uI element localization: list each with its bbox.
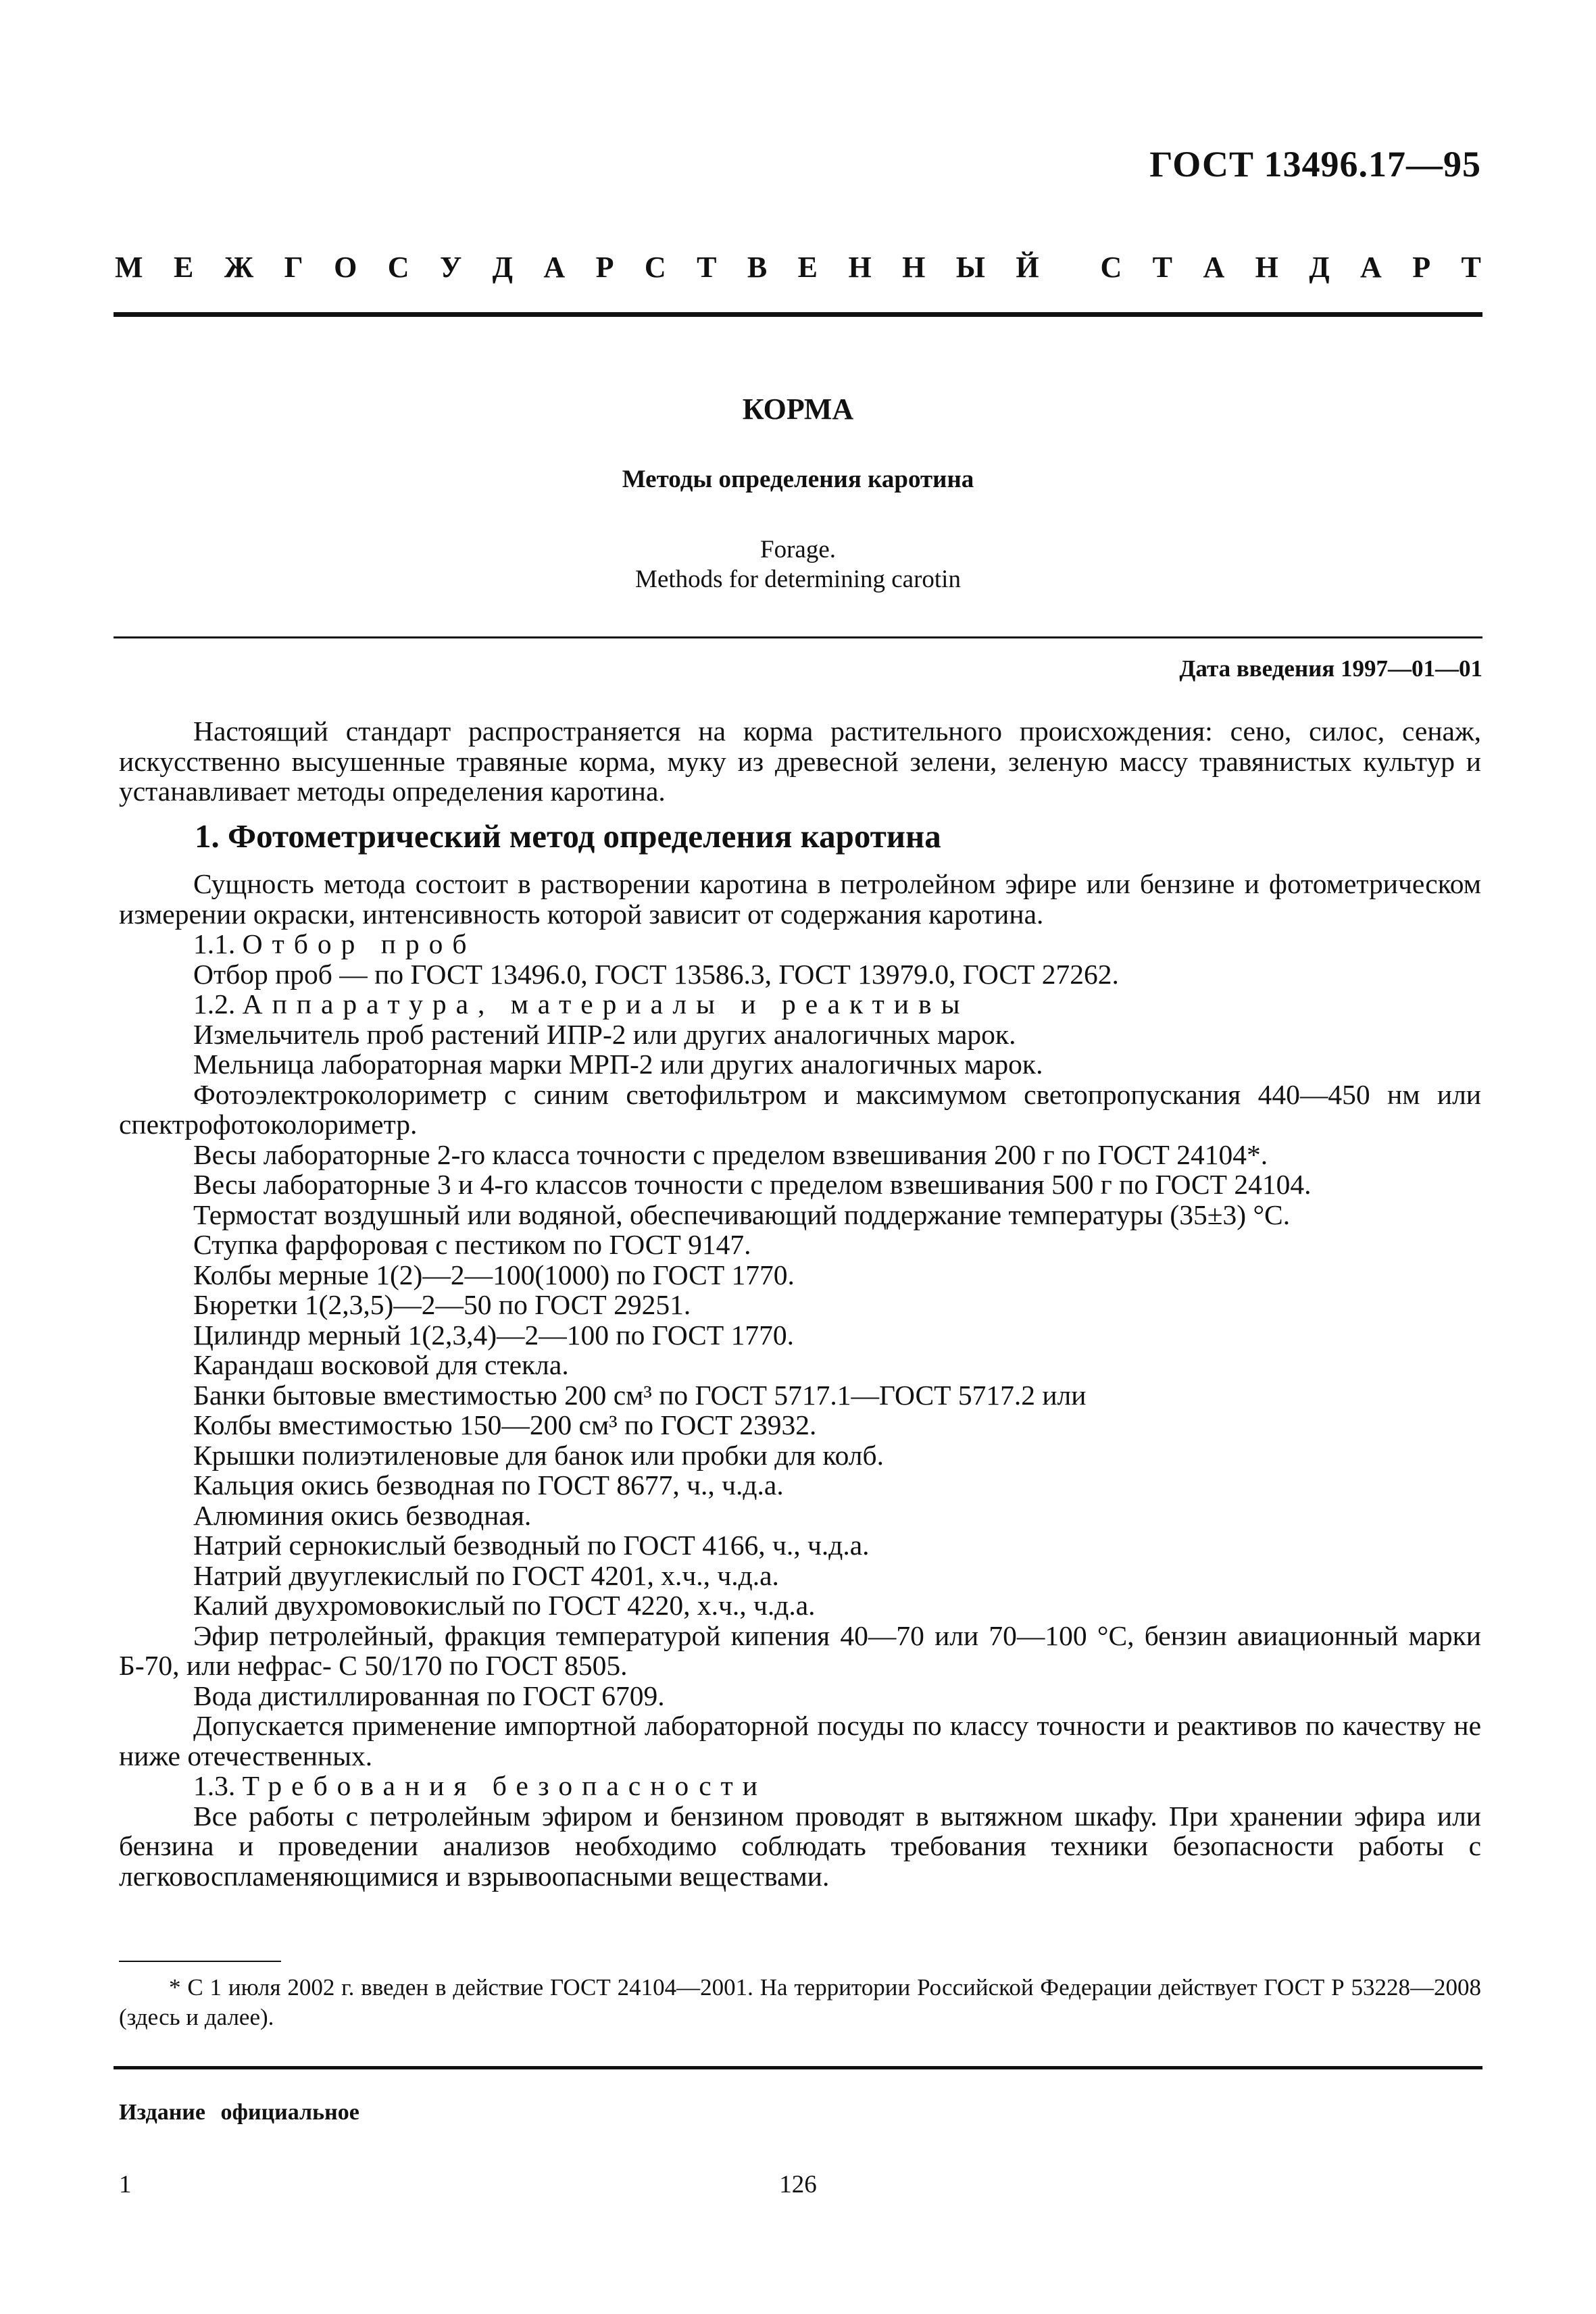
banner-letter: Т (1152, 251, 1173, 284)
footnote-text: * С 1 июля 2002 г. введен в действие ГОСТ 24104—2001. На территории Российской Федерации действует ГОСТ Р 53228—2008 (здесь и далее). (119, 1974, 1481, 2030)
title-divider (114, 636, 1482, 638)
equipment-item: Вода дистиллированная по ГОСТ 6709. (193, 1680, 665, 1711)
equipment-item: Ступка фарфоровая с пестиком по ГОСТ 9147. (193, 1229, 751, 1260)
banner-letter: В (747, 251, 768, 284)
equipment-item: Термостат воздушный или водяной, обеспечивающий поддержание температуры (35±3) °С. (193, 1199, 1291, 1230)
equipment-item: Калий двухромовокислый по ГОСТ 4220, х.ч., ч.д.а. (193, 1590, 816, 1621)
banner-letter: Р (595, 251, 614, 284)
banner-letter: О (334, 251, 357, 284)
equipment-item: Мельница лабораторная марки МРП-2 или других аналогичных марок. (193, 1049, 1043, 1080)
english-title-line-1: Forage. (760, 536, 836, 563)
page-number-left: 1 (119, 2171, 132, 2198)
standard-number: ГОСТ 13496.17—95 (1149, 144, 1481, 184)
subsection-1-2-number: 1.2. (193, 988, 236, 1020)
banner-letter: Н (1255, 251, 1278, 284)
safety-text: Все работы с петролейным эфиром и бензином проводят в вытяжном шкафу. При хранении эфира или бензина и проведении анализов необходимо соблюдать требования техники безопасности работы с легковоспламеняющимися и взрывоопасными веществами. (119, 1800, 1481, 1892)
header-divider (114, 312, 1482, 317)
equipment-item: Колбы мерные 1(2)—2—100(1000) по ГОСТ 1770. (193, 1259, 795, 1290)
equipment-item: Натрий сернокислый безводный по ГОСТ 4166, ч., ч.д.а. (193, 1530, 870, 1561)
subsection-1-3-number: 1.3. (193, 1770, 236, 1801)
banner-letter: Р (1412, 251, 1431, 284)
banner-letter: Е (797, 251, 818, 284)
subsection-1-3-title: Требования безопасности (242, 1770, 767, 1801)
sampling-text: Отбор проб — по ГОСТ 13496.0, ГОСТ 13586.3, ГОСТ 13979.0, ГОСТ 27262. (193, 958, 1119, 990)
banner-letter: Н (848, 251, 872, 284)
banner-letter: Н (902, 251, 926, 284)
banner-letter: Ы (955, 251, 985, 284)
equipment-item: Кальция окись безводная по ГОСТ 8677, ч., ч.д.а. (193, 1469, 784, 1501)
banner-letter: Й (1016, 251, 1039, 284)
banner-letter: С (387, 251, 409, 284)
equipment-item: Цилиндр мерный 1(2,3,4)—2—100 по ГОСТ 1770. (193, 1319, 794, 1351)
edition-label: Издание официальное (119, 2100, 359, 2125)
banner-letter: А (1203, 251, 1225, 284)
section-1-heading: 1. Фотометрический метод определения каротина (195, 817, 941, 855)
english-title-line-2: Methods for determining carotin (635, 565, 961, 593)
intro-paragraph: Настоящий стандарт распространяется на корма растительного происхождения: сено, силос, сенаж, искусственно высушенные травяные корма, муку из древесной зелени, зеленую массу травянистых культур и устанавливает методы определения каротина. (119, 715, 1481, 807)
banner-letter: Т (1461, 251, 1481, 284)
equipment-item: Допускается применение импортной лабораторной посуды по классу точности и реактивов по качеству не ниже отечественных. (119, 1710, 1481, 1771)
subsection-1-2-title: Аппаратура, материалы и реактивы (242, 988, 970, 1020)
equipment-item: Карандаш восковой для стекла. (193, 1349, 569, 1380)
page-number-center: 126 (779, 2171, 817, 2198)
document-title: КОРМА (742, 393, 854, 426)
banner-letter: А (1360, 251, 1382, 284)
subsection-1-1-number: 1.1. (193, 928, 236, 959)
banner-letter: С (644, 251, 666, 284)
banner-letter: Е (173, 251, 194, 284)
equipment-item: Крышки полиэтиленовые для банок или пробки для колб. (193, 1439, 884, 1471)
equipment-item: Весы лабораторные 2-го класса точности с пределом взвешивания 200 г по ГОСТ 24104*. (193, 1138, 1268, 1170)
subsection-1-3-heading (119, 1771, 1481, 1801)
equipment-item: Эфир петролейный, фракция температурой кипения 40—70 или 70—100 °С, бензин авиационный марки Б-70, или нефрас- С 50/170 по ГОСТ 8505. (119, 1619, 1481, 1681)
english-title (0, 535, 1596, 595)
method-essence: Сущность метода состоит в растворении каротина в петролейном эфире или бензине и фотометрическом измерении окраски, интенсивность которой зависит от содержания каротина. (119, 868, 1481, 930)
subsection-1-1-heading (119, 929, 1481, 959)
banner-letter: Д (492, 251, 513, 284)
equipment-item: Алюминия окись безводная. (193, 1499, 532, 1531)
footer-divider (114, 2066, 1482, 2069)
subsection-1-1-title: Отбор проб (242, 928, 476, 959)
footnote-divider (119, 1961, 281, 1962)
equipment-item: Измельчитель проб растений ИПР-2 или других аналогичных марок. (193, 1018, 1016, 1050)
banner-letter: У (439, 251, 462, 284)
banner-letter: Г (284, 251, 303, 284)
equipment-item: Фотоэлектроколориметр с синим светофильтром и максимумом светопропускания 440—450 нм или спектрофотоколориметр. (119, 1078, 1481, 1140)
banner-letter: А (543, 251, 566, 284)
equipment-item: Банки бытовые вместимостью 200 см³ по ГОСТ 5717.1—ГОСТ 5717.2 или (193, 1379, 1087, 1411)
footnote (119, 1973, 1481, 2032)
date-introduced: Дата введения 1997—01—01 (1179, 655, 1482, 682)
banner-letter: М (115, 251, 143, 284)
banner-letter: Т (697, 251, 717, 284)
equipment-item: Колбы вместимостью 150—200 см³ по ГОСТ 23932. (193, 1409, 817, 1440)
equipment-item: Весы лабораторные 3 и 4-го классов точности с пределом взвешивания 500 г по ГОСТ 24104. (193, 1169, 1312, 1200)
banner-letter: С (1100, 251, 1122, 284)
document-body (119, 716, 1481, 1891)
banner-letter: Ж (224, 251, 254, 284)
equipment-item: Бюретки 1(2,3,5)—2—50 по ГОСТ 29251. (193, 1289, 691, 1320)
equipment-item: Натрий двууглекислый по ГОСТ 4201, х.ч., ч.д.а. (193, 1559, 779, 1591)
subsection-1-2-heading (119, 989, 1481, 1020)
interstate-standard-banner (115, 250, 1481, 284)
banner-letter: Д (1309, 251, 1330, 284)
document-subtitle: Методы определения каротина (622, 466, 974, 493)
